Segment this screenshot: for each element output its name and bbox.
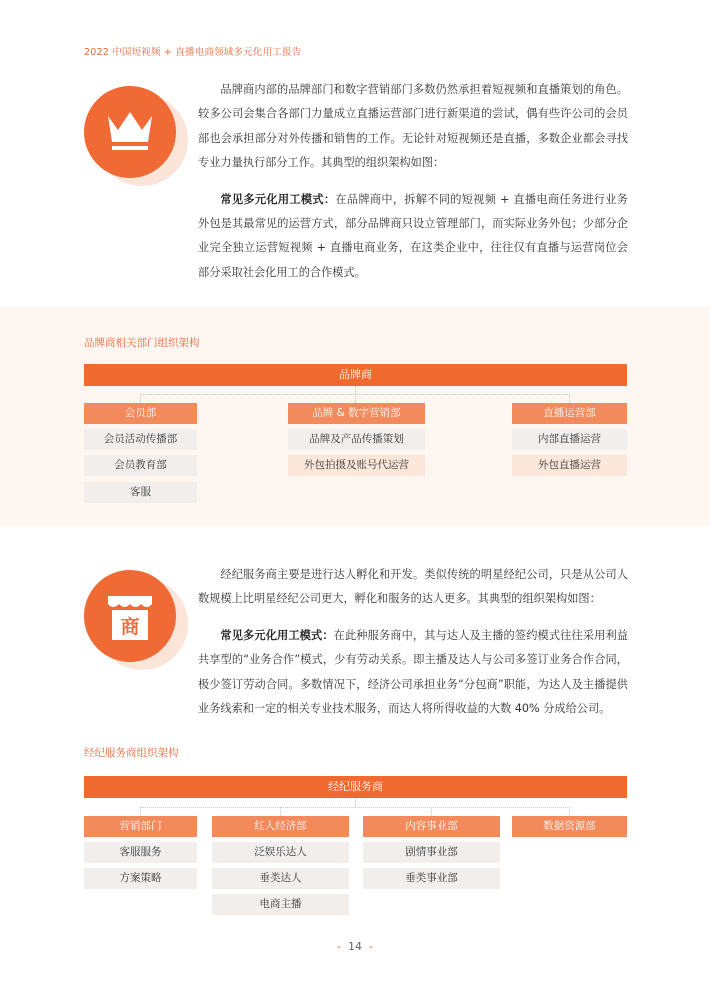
- section1-mode-body: 在品牌商中，拆解不同的短视频 + 直播电商任务进行业务外包是其最常见的运营方式，部分品牌商只设立管理部门，而实际业务外包；少部分企业完全独立运营短视频 + 直播电商业务，在这类企业中，往往仅有直播与运营岗位会部分采取社会化用工的合作模式。: [198, 192, 628, 279]
- org2-connector: [140, 807, 141, 816]
- page-number: - 14 -: [337, 940, 373, 953]
- shop-icon-badge: [84, 570, 180, 666]
- org1-dept-item: 客服: [84, 482, 197, 503]
- org2-dept-item: 垂类事业部: [363, 868, 500, 889]
- org1-connector: [355, 394, 356, 403]
- section1-paragraph2: [198, 188, 628, 286]
- org1-title: 品牌商相关部门组织架构: [84, 337, 200, 349]
- org2-connector: [431, 807, 432, 816]
- org2-title: 经纪服务商组织架构: [84, 747, 179, 759]
- svg-text:商: 商: [120, 616, 140, 638]
- org1-dept-head: 会员部: [84, 403, 197, 424]
- crown-icon-badge: [84, 86, 180, 182]
- org2-dept-head: 数据资源部: [512, 816, 627, 837]
- section1-text: [198, 78, 628, 285]
- org2-connector: [355, 798, 356, 807]
- section1-paragraph1: 品牌商内部的品牌部门和数字营销部门多数仍然承担着短视频和直播策划的角色。较多公司会集合各部门力量成立直播运营部门进行新渠道的尝试，偶有些许公司的会员部也会承担部分对外传播和销售的工作。无论针对短视频还是直播，多数企业都会寻找专业力量执行部分工作。其典型的组织架构如图：: [198, 83, 628, 170]
- org1-dept-item: 会员活动传播部: [84, 429, 197, 450]
- org1-root: 品牌商: [84, 364, 627, 386]
- org2-dept-head: 营销部门: [84, 816, 197, 837]
- org2-root: 经纪服务商: [84, 776, 627, 798]
- section2-paragraph1: 经纪服务商主要是进行达人孵化和开发。类似传统的明星经纪公司，只是从公司人数规模上比明星经纪公司更大，孵化和服务的达人更多。其典型的组织架构如图：: [198, 568, 628, 606]
- org2-dept-item: 泛娱乐达人: [212, 842, 349, 863]
- org1-dept-item: 外包直播运营: [512, 455, 627, 476]
- org2-dept-item: 垂类达人: [212, 868, 349, 889]
- section2-paragraph2: [198, 624, 628, 722]
- org2-dept-item: 电商主播: [212, 894, 349, 915]
- shop-icon: [84, 570, 176, 662]
- org1-connector: [569, 394, 570, 403]
- org1-dept-head: 品牌 & 数字营销部: [288, 403, 425, 424]
- section2-mode-body: 在此种服务商中，其与达人及主播的签约模式往往采用利益共享型的“业务合作”模式，少有劳动关系。即主播及达人与公司多签订业务合作合同，极少签订劳动合同。多数情况下，经济公司承担业务“分包商”职能，为达人及主播提供业务线索和一定的相关专业技术服务，而达人将所得收益的大数 40% 分成给公司。: [198, 628, 628, 716]
- org2-dept-head: 红人经济部: [212, 816, 349, 837]
- crown-icon: [84, 86, 176, 178]
- org1-dept-item: 内部直播运营: [512, 429, 627, 450]
- org2-dept-item: 客服服务: [84, 842, 197, 863]
- org1-connector: [140, 394, 141, 403]
- section1-mode-lead: 常见多元化用工模式：: [220, 192, 336, 206]
- section2-text: [198, 563, 628, 721]
- org1-dept-item: 品牌及产品传播策划: [288, 429, 425, 450]
- org2-dept-item: 方案策略: [84, 868, 197, 889]
- org2-connector: [569, 807, 570, 816]
- org1-dept-item: 会员教育部: [84, 455, 197, 476]
- org1-dept-head: 直播运营部: [512, 403, 627, 424]
- org1-dept-item: 外包拍摄及账号代运营: [288, 455, 425, 476]
- org2-connector: [140, 807, 570, 808]
- org2-connector: [280, 807, 281, 816]
- org2-dept-head: 内容事业部: [363, 816, 500, 837]
- org2-dept-item: 剧情事业部: [363, 842, 500, 863]
- org1-connector: [355, 386, 356, 394]
- section2-mode-lead: 常见多元化用工模式：: [220, 628, 334, 642]
- report-header: 2022 中国短视频 + 直播电商领域多元化用工报告: [84, 47, 302, 58]
